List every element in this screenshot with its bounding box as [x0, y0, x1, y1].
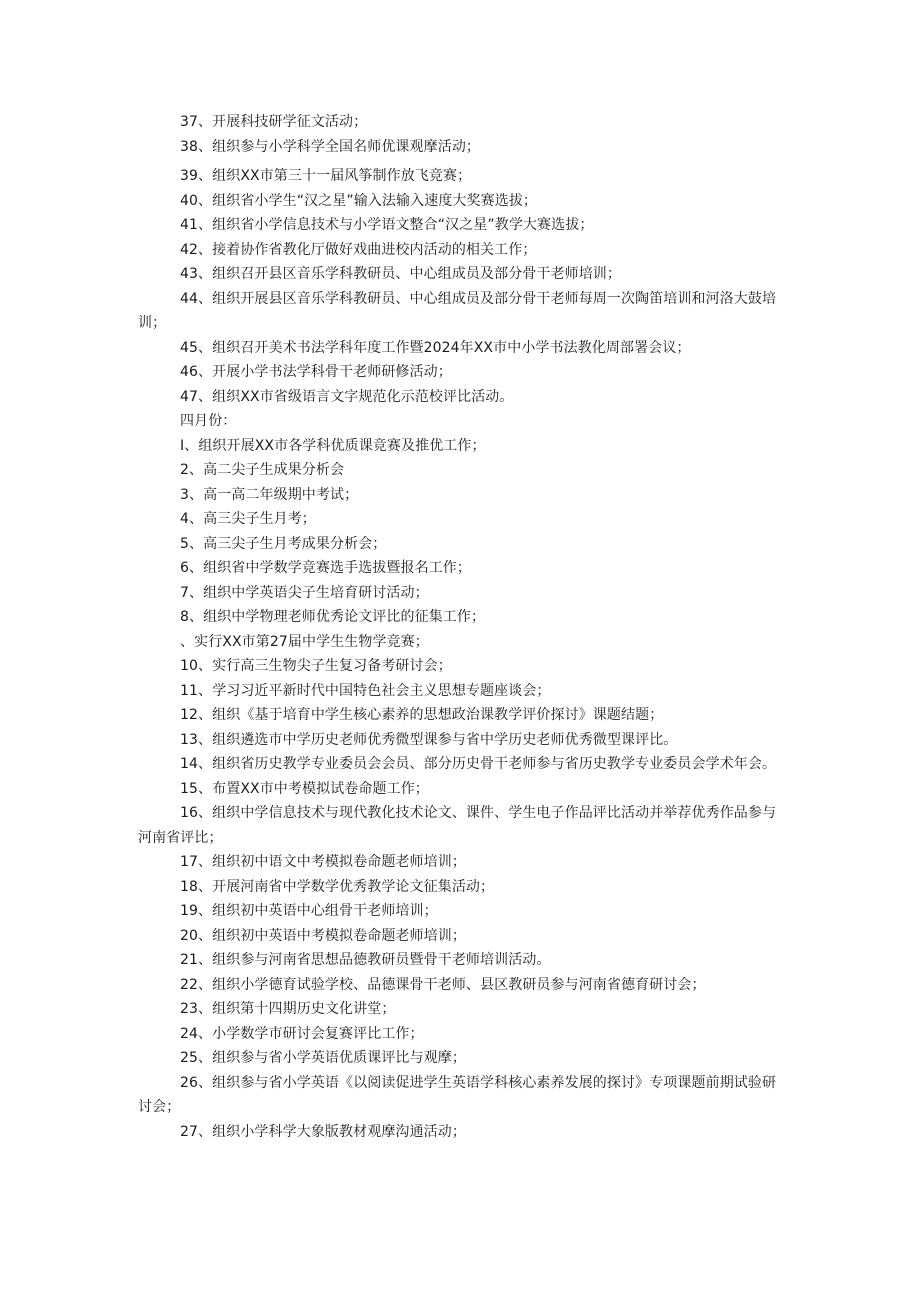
list-item: 12、组织《基于培育中学生核心素养的思想政治课教学评价探讨》课题结题；	[180, 707, 664, 723]
list-item: 7、组织中学英语尖子生培育研讨活动；	[180, 584, 429, 601]
list-item: 18、开展河南省中学数学优秀教学论文征集活动；	[180, 878, 495, 895]
list-item: 23、组织第十四期历史文化讲堂；	[180, 1001, 396, 1017]
list-item: 8、组织中学物理老师优秀论文评比的征集工作；	[180, 609, 486, 625]
list-item: 3、高一高二年级期中考试；	[180, 486, 359, 503]
list-item: 11、学习习近平新时代中国特色社会主义思想专题座谈会；	[180, 682, 551, 699]
list-item: 24、小学数学市研讨会复赛评比工作；	[180, 1025, 424, 1042]
list-item: 16、组织中学信息技术与现代教化技术论文、课件、学生电子作品评比活动并举荐优秀作品参与河南省评比；	[138, 805, 777, 846]
list-item: 40、组织省小学生“汉之星”输入法输入速度大奖赛选拔；	[180, 192, 538, 209]
list-item: 19、组织初中英语中心组骨干老师培训；	[180, 903, 438, 919]
list-item: 38、组织参与小学科学全国名师优课观摩活动；	[180, 138, 481, 155]
list-item: 4、高三尖子生月考；	[180, 511, 316, 527]
list-item: 37、开展科技研学征文活动；	[180, 114, 368, 130]
document-body	[138, 110, 788, 1144]
list-item: 26、组织参与省小学英语《以阅读促进学生英语学科核心素养发展的探讨》专项课题前期试验研讨会；	[138, 1074, 777, 1115]
list-item: 10、实行高三生物尖子生复习备考研讨会；	[180, 658, 452, 674]
list-item: 45、组织召开美术书法学科年度工作暨2024年XX市中小学书法教化周部署会议；	[180, 339, 691, 356]
list-item: 42、接着协作省教化厅做好戏曲进校内活动的相关工作；	[180, 241, 537, 258]
list-item: 13、组织遴选市中学历史老师优秀微型课参与省中学历史老师优秀微型课评比。	[180, 731, 678, 748]
list-item: 25、组织参与省小学英语优质课评比与观摩；	[180, 1050, 466, 1066]
list-item: 39、组织XX市第三十一届风筝制作放飞竞赛；	[180, 168, 472, 184]
list-item: 20、组织初中英语中考模拟卷命题老师培训；	[180, 927, 466, 944]
list-item: I、组织开展XX市各学科优质课竞赛及推优工作；	[180, 437, 486, 454]
list-item: 46、开展小学书法学科骨干老师研修活动；	[180, 364, 452, 380]
list-item: 14、组织省历史教学专业委员会会员、部分历史骨干老师参与省历史教学专业委员会学术年会。	[180, 756, 777, 772]
list-item: 6、组织省中学数学竞赛选手选拔暨报名工作；	[180, 560, 472, 576]
list-item: 21、组织参与河南省思想品德教研员暨骨干老师培训活动。	[180, 952, 551, 968]
list-item: 17、组织初中语文中考模拟卷命题老师培训；	[180, 854, 466, 870]
list-item: 41、组织省小学信息技术与小学语文整合“汉之星”教学大赛选拔；	[180, 217, 594, 233]
list-item: 、实行XX市第27届中学生生物学竞赛；	[180, 633, 429, 650]
list-item: 15、布置XX市中考模拟试卷命题工作；	[180, 780, 429, 797]
list-item: 47、组织XX市省级语言文字规范化示范校评比活动。	[180, 388, 514, 405]
list-item: 2、高二尖子生成果分析会	[180, 462, 345, 478]
list-item: 5、高三尖子生月考成果分析会；	[180, 535, 387, 552]
list-item: 43、组织召开县区音乐学科教研员、中心组成员及部分骨干老师培训；	[180, 266, 622, 282]
list-item: 22、组织小学德育试验学校、品德课骨干老师、县区教研员参与河南省德育研讨会；	[180, 976, 706, 993]
list-item: 27、组织小学科学大象版教材观摩沟通活动；	[180, 1123, 466, 1140]
list-item: 44、组织开展县区音乐学科教研员、中心组成员及部分骨干老师每周一次陶笛培训和河洛大鼓培训；	[138, 290, 777, 331]
section-heading: 四月份：	[180, 413, 237, 429]
